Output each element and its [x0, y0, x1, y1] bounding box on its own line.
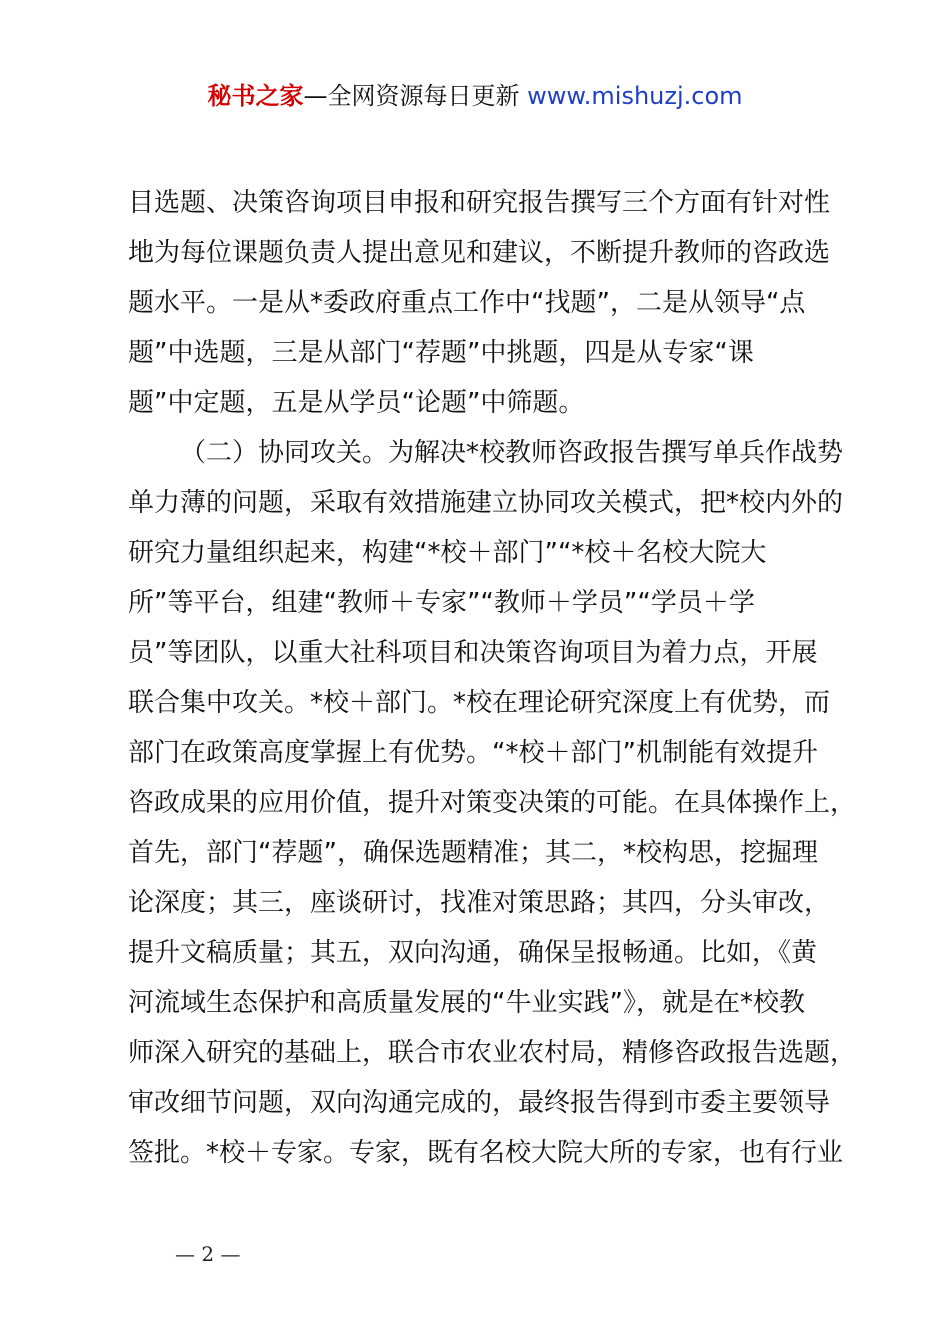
text-line: 河流域生态保护和高质量发展的“牛业实践”》，就是在*校教	[128, 988, 805, 1018]
site-url[interactable]: www.mishuzj.com	[527, 82, 743, 110]
section-heading-line: （二）协同攻关。为解决*校教师咨政报告撰写单兵作战势	[180, 438, 844, 468]
page-header	[0, 78, 950, 114]
text-line: 签批。*校＋专家。专家，既有名校大院大所的专家，也有行业	[128, 1138, 844, 1168]
text-line: 咨政成果的应用价值，提升对策变决策的可能。在具体操作上，	[128, 788, 857, 818]
text-line: 研究力量组织起来，构建“*校＋部门”“*校＋名校大院大	[128, 538, 767, 568]
brand-name: 秘书之家	[207, 82, 304, 110]
text-line: 题”中定题，五是从学员“论题”中筛题。	[128, 388, 585, 418]
text-line: 论深度；其三，座谈研讨，找准对策思路；其四，分头审改，	[128, 888, 831, 918]
text-line: 联合集中攻关。*校＋部门。*校在理论研究深度上有优势，而	[128, 688, 831, 718]
text-line: 目选题、决策咨询项目申报和研究报告撰写三个方面有针对性	[128, 188, 831, 218]
text-line: 审改细节问题，双向沟通完成的，最终报告得到市委主要领导	[128, 1088, 831, 1118]
text-line: 师深入研究的基础上，联合市农业农村局，精修咨政报告选题，	[128, 1038, 857, 1068]
page-number: — 2 —	[175, 1242, 241, 1266]
text-line: 题”中选题，三是从部门“荐题”中挑题，四是从专家“课	[128, 338, 754, 368]
document-body	[128, 178, 857, 1178]
header-tagline: —全网资源每日更新	[303, 82, 528, 110]
text-line: 题水平。一是从*委政府重点工作中“找题”，二是从领导“点	[128, 288, 806, 318]
text-line: 单力薄的问题，采取有效措施建立协同攻关模式，把*校内外的	[128, 488, 844, 518]
text-line: 提升文稿质量；其五，双向沟通，确保呈报畅通。比如，《黄	[128, 938, 818, 968]
text-line: 地为每位课题负责人提出意见和建议，不断提升教师的咨政选	[128, 238, 831, 268]
text-line: 所”等平台，组建“教师＋专家”“教师＋学员”“学员＋学	[128, 588, 755, 618]
text-line: 员”等团队，以重大社科项目和决策咨询项目为着力点，开展	[128, 638, 818, 668]
text-line: 首先，部门“荐题”，确保选题精准；其二，*校构思，挖掘理	[128, 838, 818, 868]
text-line: 部门在政策高度掌握上有优势。“*校＋部门”机制能有效提升	[128, 738, 818, 768]
